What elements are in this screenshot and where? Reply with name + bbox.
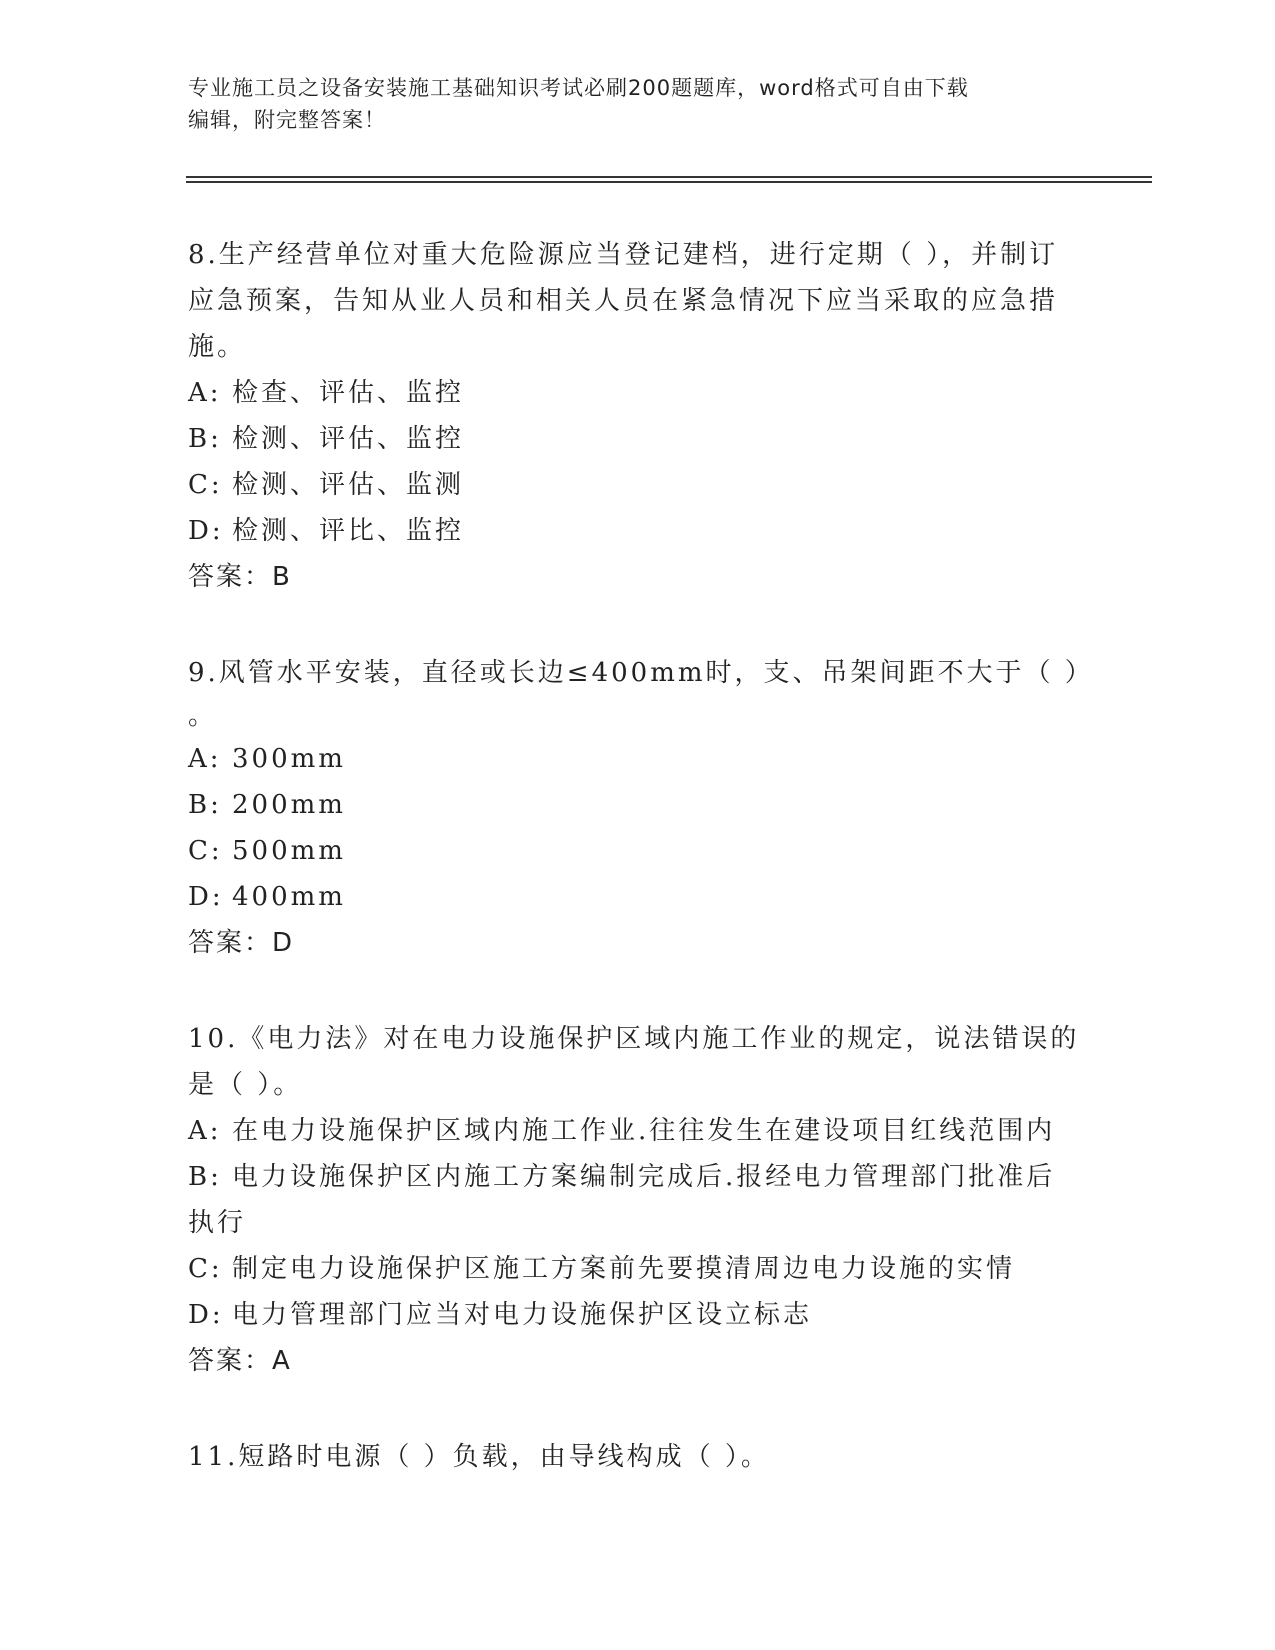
option-d xyxy=(188,1292,1088,1338)
question-stem-line: 应急预案，告知从业人员和相关人员在紧急情况下应当采取的应急措 xyxy=(188,286,1059,316)
option-text: 电力管理部门应当对电力设施保护区设立标志 xyxy=(232,1300,813,1330)
option-letter: B: xyxy=(188,1162,222,1192)
option-text: 制定电力设施保护区施工方案前先要摸清周边电力设施的实情 xyxy=(232,1254,1016,1284)
question-8 xyxy=(188,232,1088,600)
option-c xyxy=(188,828,1088,874)
answer-line: 答案：A xyxy=(188,1346,292,1376)
question-stem-line: 11.短路时电源（ ）负载，由导线构成（ ）。 xyxy=(188,1442,770,1472)
option-letter: D: xyxy=(188,1300,224,1330)
question-10 xyxy=(188,1016,1088,1384)
option-text: 400mm xyxy=(232,882,346,912)
option-letter: A: xyxy=(188,1116,222,1146)
option-text: 检查、评估、监控 xyxy=(232,378,465,408)
option-letter: A: xyxy=(188,744,222,774)
option-a xyxy=(188,370,1088,416)
option-letter: A: xyxy=(188,378,222,408)
option-letter: C: xyxy=(188,1254,223,1284)
option-letter: C: xyxy=(188,470,223,500)
question-11 xyxy=(188,1434,1088,1480)
header-line-2: 编辑，附完整答案！ xyxy=(188,108,386,132)
question-stem-line: 8.生产经营单位对重大危险源应当登记建档，进行定期（ ），并制订 xyxy=(188,240,1059,270)
option-c xyxy=(188,1246,1088,1292)
option-b xyxy=(188,416,1088,462)
option-text: 检测、评比、监控 xyxy=(232,516,465,546)
option-d xyxy=(188,508,1088,554)
option-d xyxy=(188,874,1088,920)
option-letter: D: xyxy=(188,516,224,546)
answer-line: 答案：B xyxy=(188,562,292,592)
option-b xyxy=(188,782,1088,828)
option-letter: B: xyxy=(188,790,222,820)
option-text: 200mm xyxy=(232,790,346,820)
option-a xyxy=(188,1108,1088,1154)
option-b-continuation: 执行 xyxy=(188,1208,247,1238)
option-letter: B: xyxy=(188,424,222,454)
option-text: 检测、评估、监测 xyxy=(232,470,465,500)
question-stem-line: 。 xyxy=(188,701,218,731)
option-text: 500mm xyxy=(232,836,346,866)
option-b xyxy=(188,1154,1088,1200)
option-text: 检测、评估、监控 xyxy=(232,424,465,454)
answer-line: 答案：D xyxy=(188,928,295,958)
question-stem-line: 10.《电力法》对在电力设施保护区域内施工作业的规定，说法错误的 xyxy=(188,1024,1080,1054)
question-stem-line: 施。 xyxy=(188,332,247,362)
option-letter: C: xyxy=(188,836,223,866)
option-letter: D: xyxy=(188,882,224,912)
option-c xyxy=(188,462,1088,508)
option-a xyxy=(188,736,1088,782)
question-list xyxy=(188,232,1094,1530)
document-header xyxy=(188,72,1088,136)
header-divider-bottom xyxy=(186,181,1152,183)
question-stem-line: 是（ ）。 xyxy=(188,1070,303,1100)
header-line-1: 专业施工员之设备安装施工基础知识考试必刷200题题库，word格式可自由下载 xyxy=(188,76,969,100)
header-divider-top xyxy=(186,176,1152,178)
question-9 xyxy=(188,650,1094,966)
option-text: 电力设施保护区内施工方案编制完成后.报经电力管理部门批准后 xyxy=(232,1162,1056,1192)
question-stem-line: 9.风管水平安装，直径或长边≤400mm时，支、吊架间距不大于（ ） xyxy=(188,658,1094,688)
option-text: 300mm xyxy=(232,744,346,774)
option-text: 在电力设施保护区域内施工作业.往往发生在建设项目红线范围内 xyxy=(232,1116,1056,1146)
